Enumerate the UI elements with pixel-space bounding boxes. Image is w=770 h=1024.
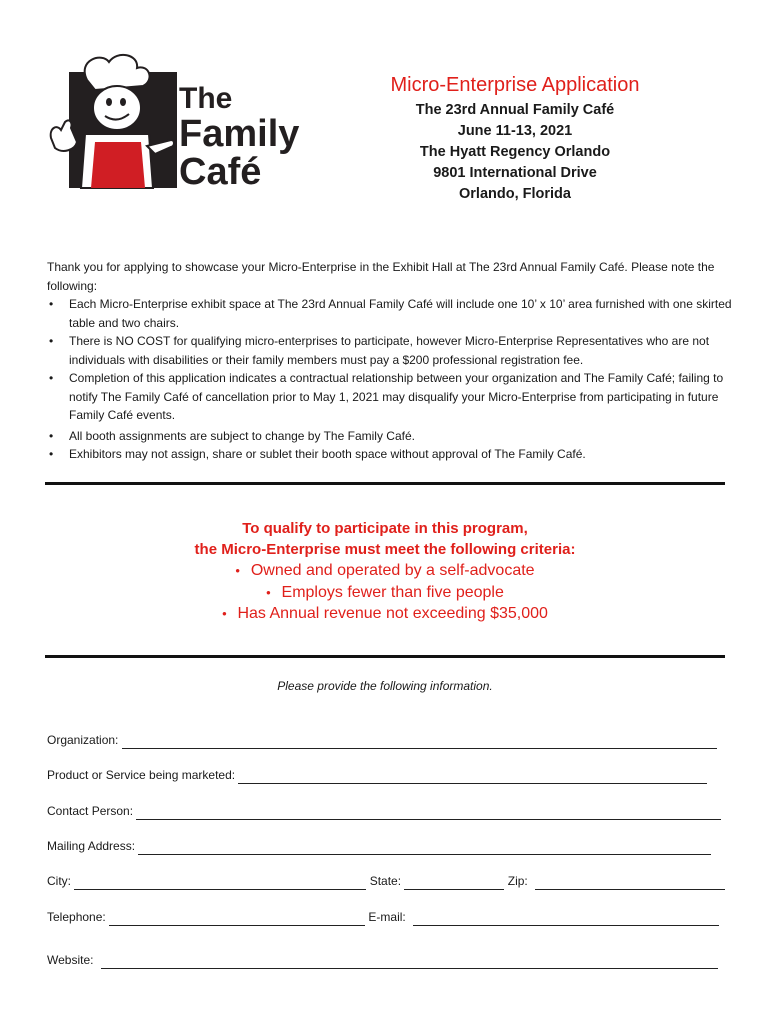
city-state-zip-row [47, 872, 725, 890]
terms-item: • All booth assignments are subject to change by The Family Café. [47, 427, 737, 446]
state-label: State: [369, 874, 402, 888]
email-label: E-mail: [368, 910, 406, 924]
logo-text-the: The [179, 82, 233, 115]
criteria-list [100, 560, 670, 625]
application-title: Micro-Enterprise Application [390, 74, 640, 96]
event-city: Orlando, Florida [459, 186, 571, 202]
website-label: Website: [47, 953, 94, 967]
telephone-label: Telephone: [47, 910, 106, 924]
telephone-email-row [47, 908, 719, 926]
terms-item: • Each Micro-Enterprise exhibit space at The 23rd Annual Family Café will include one 10’ x 10’ area furnished with one skirted table and two chairs. [47, 295, 737, 332]
city-label: City: [47, 874, 71, 888]
intro-lead: Thank you for applying to showcase your Micro-Enterprise in the Exhibit Hall at The 23rd Annual Family Café. Please note the following: [47, 260, 715, 293]
contact-row [47, 802, 721, 820]
event-header [340, 72, 690, 205]
terms-item: • Exhibitors may not assign, share or sublet their booth space without approval of The Family Café. [47, 445, 737, 464]
organization-input[interactable] [122, 734, 717, 749]
logo-text-cafe: Café [179, 151, 262, 190]
criteria-section [100, 518, 670, 625]
mailing-label: Mailing Address: [47, 839, 136, 853]
terms-list [47, 295, 737, 464]
product-input[interactable] [238, 769, 707, 784]
website-row [47, 951, 718, 969]
form-instruction: Please provide the following information. [277, 679, 493, 693]
intro-section [47, 258, 737, 464]
contact-person-input[interactable] [136, 805, 721, 820]
event-venue: The Hyatt Regency Orlando [419, 144, 611, 160]
event-name: The 23rd Annual Family Café [415, 102, 615, 118]
mailing-row [47, 837, 711, 855]
zip-label: Zip: [507, 874, 528, 888]
city-input[interactable] [74, 875, 366, 890]
chef-mascot-icon [47, 50, 319, 190]
organization-row [47, 731, 717, 749]
family-cafe-logo [47, 50, 319, 190]
product-row [47, 766, 707, 784]
criteria-heading-2: the Micro-Enterprise must meet the following criteria: [194, 541, 576, 558]
divider-bottom [45, 655, 725, 658]
contact-label: Contact Person: [47, 804, 134, 818]
criteria-item: • Has Annual revenue not exceeding $35,000 [100, 603, 670, 625]
criteria-item: • Employs fewer than five people [100, 582, 670, 604]
criteria-item: • Owned and operated by a self-advocate [100, 560, 670, 582]
divider-top [45, 482, 725, 485]
event-dates: June 11-13, 2021 [457, 123, 573, 139]
criteria-heading-1: To qualify to participate in this program, [242, 520, 528, 537]
telephone-input[interactable] [109, 911, 365, 926]
email-input[interactable] [413, 911, 719, 926]
terms-item: • There is NO COST for qualifying micro-enterprises to participate, however Micro-Enterprise Representatives who are not individuals with disabilities or their family members must pay a $200 professional registration fee. [47, 332, 737, 369]
organization-label: Organization: [47, 733, 119, 747]
product-label: Product or Service being marketed: [47, 768, 236, 782]
zip-input[interactable] [535, 875, 725, 890]
terms-item: • Completion of this application indicates a contractual relationship between your organization and The Family Café; failing to notify The Family Café of cancellation prior to May 1, 2021 may disqualify your Micro-Enterprise from participating in future Family Café events. [47, 369, 737, 425]
logo-text-family: Family [179, 113, 300, 155]
website-input[interactable] [101, 954, 718, 969]
state-input[interactable] [404, 875, 504, 890]
event-street: 9801 International Drive [433, 165, 597, 181]
mailing-address-input[interactable] [138, 840, 711, 855]
